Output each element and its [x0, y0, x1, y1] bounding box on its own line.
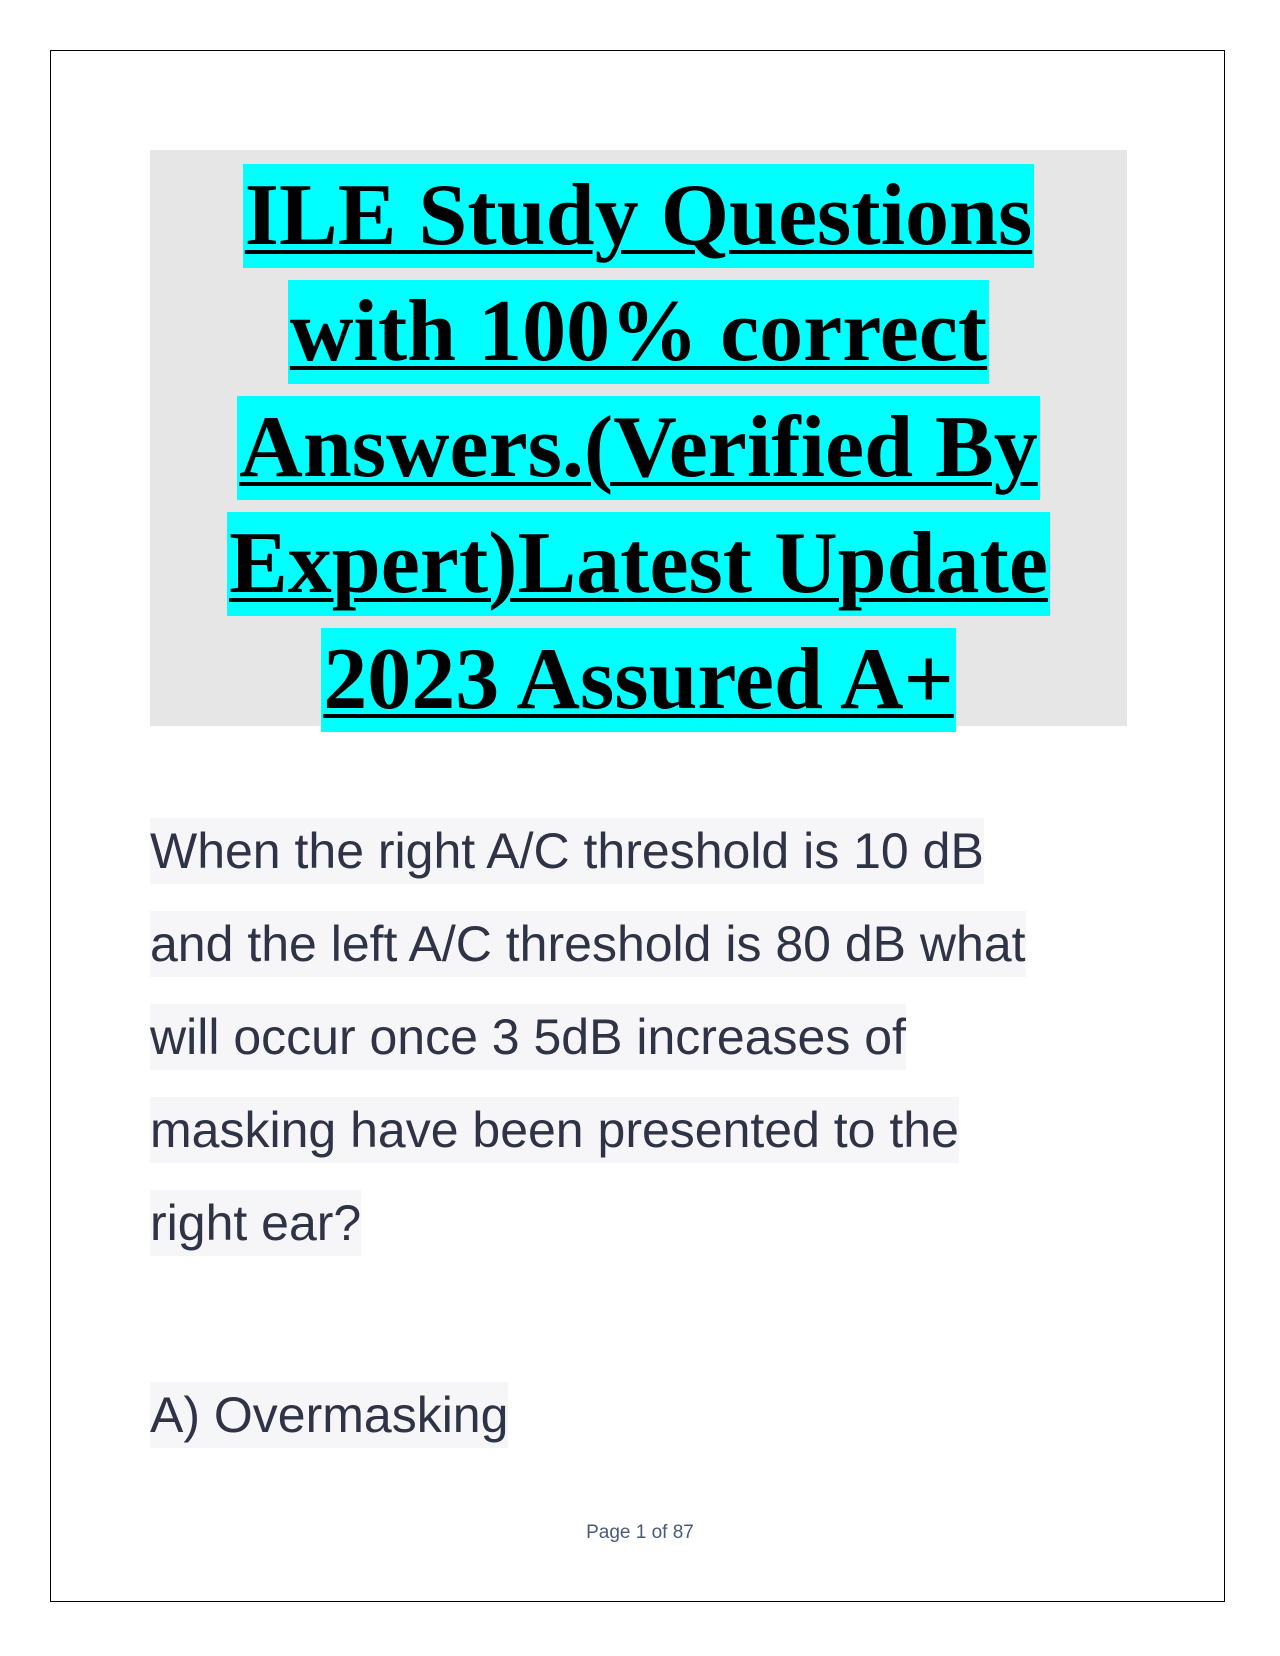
question-line: and the left A/C threshold is 80 dB what — [150, 911, 1110, 1004]
document-title — [150, 150, 1127, 726]
title-line: Answers.(Verified By — [150, 396, 1127, 512]
title-line: with 100% correct — [150, 280, 1127, 396]
title-line: 2023 Assured A+ — [150, 628, 1127, 744]
page-number: Page 1 of 87 — [586, 1522, 694, 1543]
answer-option-label: A) Overmasking — [150, 1382, 508, 1448]
title-line: Expert)Latest Update — [150, 512, 1127, 628]
question-line: masking have been presented to the — [150, 1097, 1110, 1190]
question-text — [150, 818, 1110, 1283]
answer-option-a — [150, 1382, 508, 1448]
question-line: right ear? — [150, 1190, 1110, 1283]
question-line: will occur once 3 5dB increases of — [150, 1004, 1110, 1097]
title-line: ILE Study Questions — [150, 164, 1127, 280]
question-line: When the right A/C threshold is 10 dB — [150, 818, 1110, 911]
